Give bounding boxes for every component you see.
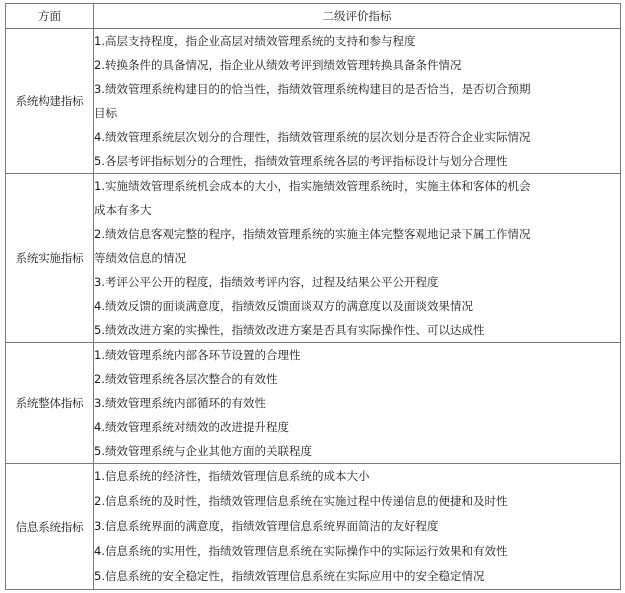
aspect-cell: 系统构建指标 <box>6 29 94 174</box>
aspect-cell: 信息系统指标 <box>6 464 94 590</box>
indicator-line: 成本有多大 <box>94 203 152 217</box>
indicator-line: 等绩效信息的情况 <box>94 251 186 265</box>
indicator-cell <box>94 29 621 174</box>
indicator-line: 5.绩效改进方案的实操性，指绩效改进方案是否具有实际操作性、可以达成性 <box>94 323 485 337</box>
indicator-line: 5.信息系统的安全稳定性，指绩效管理信息系统在实际应用中的安全稳定情况 <box>94 569 485 583</box>
indicator-line: 4.绩效管理系统层次划分的合理性，指绩效管理系统的层次划分是否符合企业实际情况 <box>94 130 531 144</box>
indicator-cell <box>94 464 621 590</box>
indicator-line: 3.信息系统界面的满意度，指绩效管理信息系统界面简洁的友好程度 <box>94 519 439 533</box>
indicator-cell <box>94 174 621 343</box>
indicator-cell <box>94 343 621 464</box>
table-row <box>6 29 621 174</box>
indicator-line: 2.信息系统的及时性，指绩效管理信息系统在实施过程中传递信息的便捷和及时性 <box>94 494 508 508</box>
aspect-cell: 系统整体指标 <box>6 343 94 464</box>
indicator-line: 3.考评公平公开的程度，指绩效考评内容，过程及结果公平公开程度 <box>94 275 439 289</box>
indicator-line: 2.转换条件的具备情况，指企业从绩效考评到绩效管理转换具备条件情况 <box>94 58 462 72</box>
table-row <box>6 174 621 343</box>
header-row <box>6 4 621 29</box>
header-indicator: 二级评价指标 <box>94 4 621 29</box>
indicator-line: 1.高层支持程度，指企业高层对绩效管理系统的支持和参与程度 <box>94 34 416 48</box>
indicator-line: 4.绩效管理系统对绩效的改进提升程度 <box>94 420 289 434</box>
indicator-line: 4.信息系统的实用性，指绩效管理信息系统在实际操作中的实际运行效果和有效性 <box>94 544 508 558</box>
indicator-line: 4.绩效反馈的面谈满意度，指绩效反馈面谈双方的满意度以及面谈效果情况 <box>94 299 473 313</box>
indicator-line: 1.信息系统的经济性，指绩效管理信息系统的成本大小 <box>94 469 370 483</box>
indicator-line: 2.绩效管理系统各层次整合的有效性 <box>94 372 278 386</box>
indicator-table <box>5 3 621 590</box>
table-row <box>6 343 621 464</box>
indicator-line: 5.各层考评指标划分的合理性，指绩效管理系统各层的考评指标设计与划分合理性 <box>94 154 508 168</box>
indicator-line: 3.绩效管理系统内部循环的有效性 <box>94 396 266 410</box>
indicator-line: 目标 <box>94 106 117 120</box>
indicator-line: 1.实施绩效管理系统机会成本的大小，指实施绩效管理系统时，实施主体和客体的机会 <box>94 179 531 193</box>
header-aspect: 方面 <box>6 4 94 29</box>
indicator-line: 5.绩效管理系统与企业其他方面的关联程度 <box>94 444 312 458</box>
indicator-line: 2.绩效信息客观完整的程序，指绩效管理系统的实施主体完整客观地记录下属工作情况 <box>94 227 531 241</box>
indicator-line: 3.绩效管理系统构建目的的恰当性，指绩效管理系统构建目的是否恰当，是否切合预期 <box>94 82 531 96</box>
aspect-cell: 系统实施指标 <box>6 174 94 343</box>
indicator-line: 1.绩效管理系统内部各环节设置的合理性 <box>94 348 301 362</box>
table-row <box>6 464 621 590</box>
